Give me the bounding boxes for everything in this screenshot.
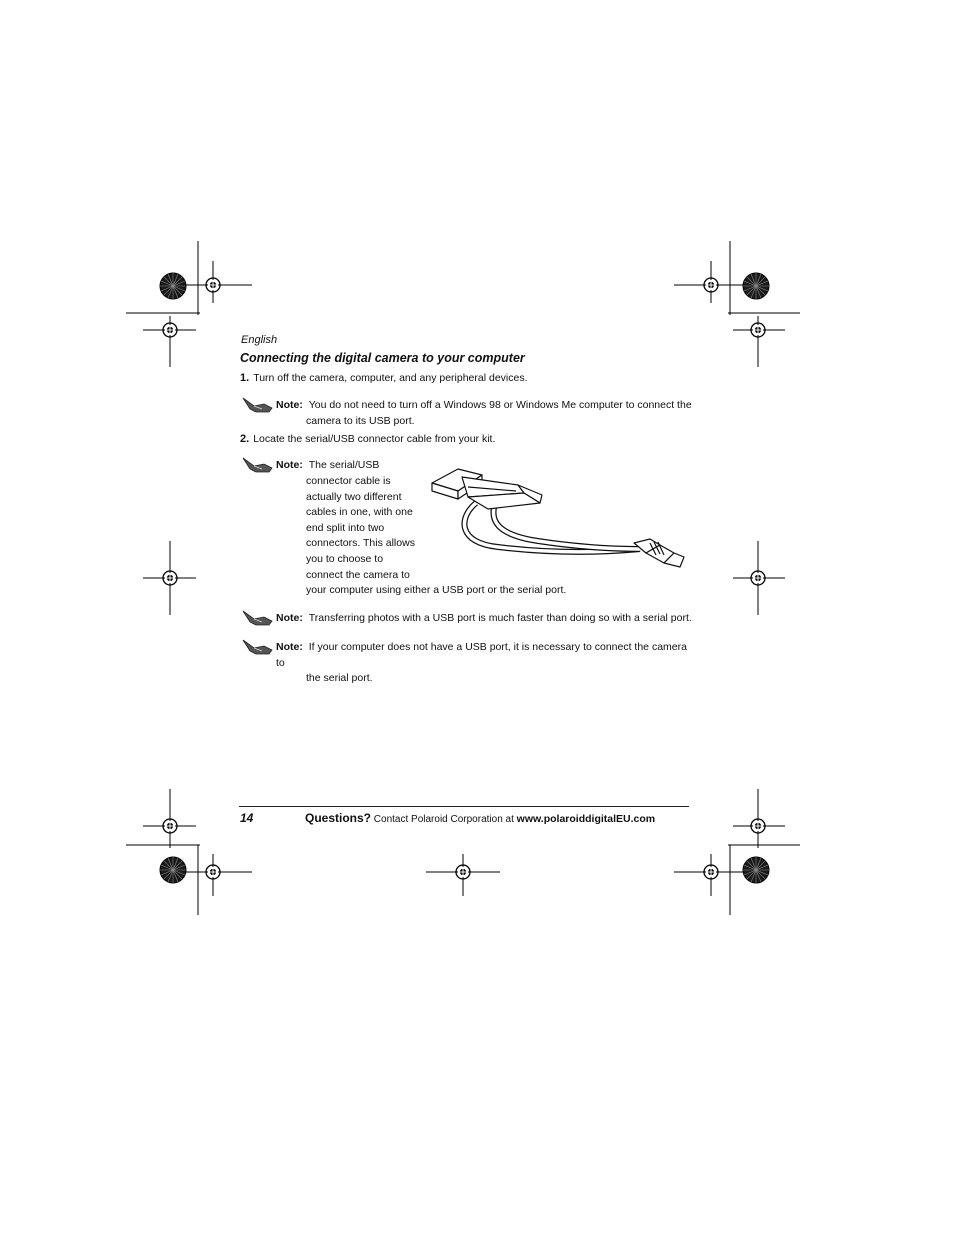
note-text: The serial/USB (308, 459, 380, 471)
step-2 (240, 431, 495, 447)
footer-url-link[interactable]: www.polaroiddigitalEU.com (516, 813, 656, 825)
note-text: connectors. This allows (306, 537, 415, 550)
footer-questions: Questions? (305, 811, 372, 825)
note-text: connect the camera to (306, 568, 410, 581)
note-text: Transferring photos with a USB port is much faster than doing so with a serial port. (308, 612, 692, 624)
note-hand-icon (242, 397, 274, 415)
note-text: end split into two (306, 521, 385, 534)
note-label: Note: (276, 612, 303, 624)
note-text: actually two different (306, 490, 402, 503)
note-label: Note: (276, 459, 303, 471)
step-number: 2. (240, 433, 250, 445)
note-text: camera to its USB port. (306, 414, 415, 427)
language-label: English (241, 334, 278, 346)
step-text: Turn off the camera, computer, and any peripheral devices. (253, 372, 528, 384)
note-text: connector cable is (306, 475, 391, 487)
footer-rule (239, 806, 689, 807)
usb-serial-cable-illustration (428, 463, 690, 573)
footer-contact (305, 811, 655, 825)
note-hand-icon (242, 457, 274, 475)
note-text: cables in one, with one (306, 506, 413, 519)
note-3 (276, 611, 692, 627)
footer-contact-text: Contact Polaroid Corporation (373, 814, 503, 825)
note-2 (276, 458, 379, 474)
footer-at: at (505, 814, 514, 825)
note-text: You do not need to turn off a Windows 98 or Windows Me computer to connect the (308, 399, 692, 411)
note-text: the serial port. (306, 672, 373, 685)
step-text: Locate the serial/USB connector cable from your kit. (253, 433, 496, 445)
note-label: Note: (276, 641, 303, 653)
note-text: you to choose to (306, 552, 384, 565)
note-hand-icon (242, 610, 274, 628)
page-number: 14 (240, 811, 254, 825)
note-label: Note: (276, 399, 303, 411)
note-text: your computer using either a USB port or the serial port. (306, 584, 567, 597)
step-number: 1. (240, 372, 250, 384)
section-title: Connecting the digital camera to your computer (240, 351, 525, 365)
note-text: If your computer does not have a USB port, it is necessary to connect the camera to (276, 641, 687, 669)
note-1 (276, 398, 696, 429)
note-4 (276, 640, 696, 687)
step-1 (240, 370, 528, 386)
note-hand-icon (242, 639, 274, 657)
